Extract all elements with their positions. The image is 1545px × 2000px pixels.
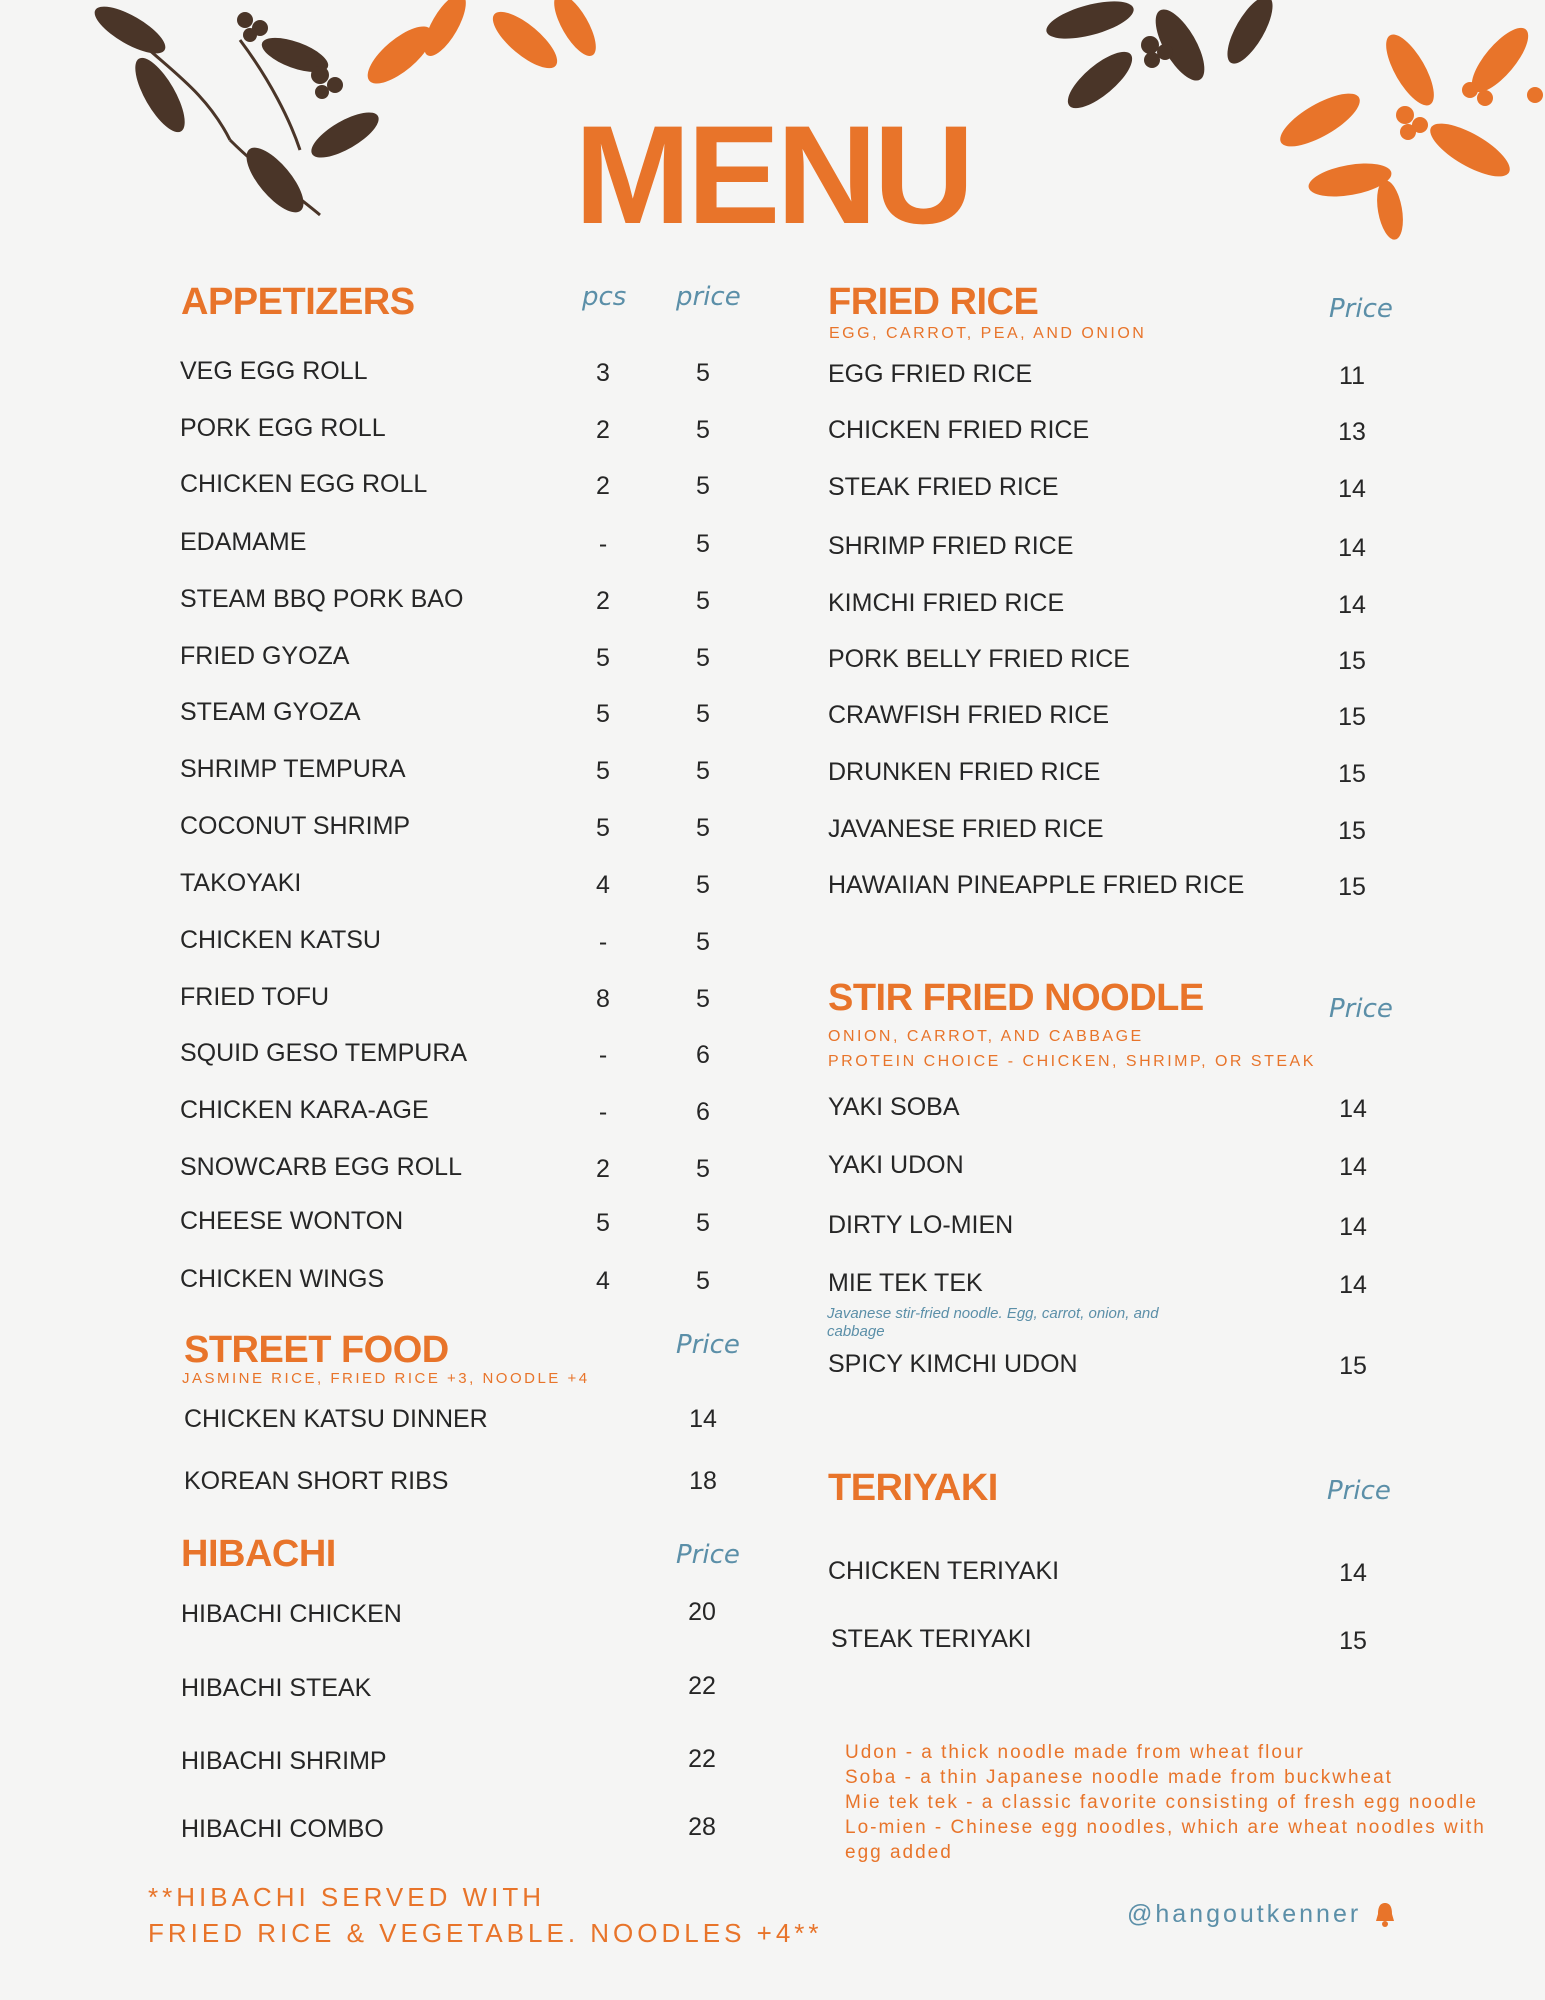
appetizer-price: 5 bbox=[696, 871, 710, 899]
appetizer-pcs: 3 bbox=[596, 359, 610, 387]
noodle-name: DIRTY LO-MIEN bbox=[828, 1211, 1014, 1239]
teriyaki-price: 15 bbox=[1339, 1627, 1367, 1655]
noodle-price: 14 bbox=[1339, 1095, 1367, 1123]
glossary-line: Mie tek tek - a classic favorite consisting of fresh egg noodle bbox=[845, 1792, 1478, 1813]
noodle-name: MIE TEK TEK bbox=[828, 1269, 983, 1297]
fried-rice-name: EGG FRIED RICE bbox=[828, 360, 1033, 388]
social-handle-row[interactable] bbox=[1127, 1900, 1397, 1929]
appetizer-name: TAKOYAKI bbox=[180, 869, 302, 897]
glossary-line: egg added bbox=[845, 1842, 953, 1863]
fried-rice-price: 15 bbox=[1338, 760, 1366, 788]
hibachi-price: 20 bbox=[688, 1598, 716, 1626]
fried-rice-subtitle: EGG, CARROT, PEA, AND ONION bbox=[829, 325, 1147, 342]
fried-rice-name: KIMCHI FRIED RICE bbox=[828, 589, 1065, 617]
noodle-glossary bbox=[845, 1740, 1486, 1865]
appetizer-price: 5 bbox=[696, 530, 710, 558]
hibachi-title: HIBACHI bbox=[181, 1533, 336, 1575]
fried-rice-name: DRUNKEN FRIED RICE bbox=[828, 758, 1101, 786]
bell-icon bbox=[1373, 1901, 1397, 1929]
appetizer-name: STEAM BBQ PORK BAO bbox=[180, 585, 464, 613]
appetizer-name: CHICKEN WINGS bbox=[180, 1265, 385, 1293]
appetizer-name: CHICKEN KATSU bbox=[180, 926, 381, 954]
appetizer-name: PORK EGG ROLL bbox=[180, 414, 386, 442]
street-food-price-header: Price bbox=[676, 1330, 740, 1360]
leaf-decoration-left-orange bbox=[360, 0, 620, 110]
hibachi-name: HIBACHI COMBO bbox=[181, 1815, 384, 1843]
appetizer-pcs: 4 bbox=[596, 1267, 610, 1295]
hibachi-name: HIBACHI STEAK bbox=[181, 1674, 372, 1702]
appetizer-pcs: - bbox=[598, 530, 608, 558]
appetizer-name: CHEESE WONTON bbox=[180, 1207, 404, 1235]
hibachi-name: HIBACHI SHRIMP bbox=[181, 1747, 387, 1775]
fried-rice-name: SHRIMP FRIED RICE bbox=[828, 532, 1074, 560]
mie-tek-tek-note: Javanese stir-fried noodle. Egg, carrot, onion, and cabbage bbox=[827, 1305, 1159, 1340]
noodle-price-header: Price bbox=[1329, 994, 1393, 1024]
appetizer-pcs: 4 bbox=[596, 871, 610, 899]
fried-rice-price: 13 bbox=[1338, 418, 1366, 446]
appetizer-price: 5 bbox=[696, 700, 710, 728]
fried-rice-price: 15 bbox=[1338, 703, 1366, 731]
appetizer-price: 5 bbox=[696, 985, 710, 1013]
fried-rice-name: STEAK FRIED RICE bbox=[828, 473, 1059, 501]
appetizer-pcs: 5 bbox=[596, 644, 610, 672]
hibachi-price: 22 bbox=[688, 1745, 716, 1773]
appetizer-price: 5 bbox=[696, 587, 710, 615]
street-food-price: 14 bbox=[689, 1405, 717, 1433]
appetizer-pcs: 8 bbox=[596, 985, 610, 1013]
appetizer-name: CHICKEN KARA-AGE bbox=[180, 1096, 429, 1124]
hibachi-name: HIBACHI CHICKEN bbox=[181, 1600, 402, 1628]
glossary-line: Lo-mien - Chinese egg noodles, which are wheat noodles with bbox=[845, 1817, 1486, 1838]
street-food-price: 18 bbox=[689, 1467, 717, 1495]
noodle-price: 14 bbox=[1339, 1213, 1367, 1241]
appetizer-name: FRIED TOFU bbox=[180, 983, 330, 1011]
appetizer-name: SQUID GESO TEMPURA bbox=[180, 1039, 468, 1067]
teriyaki-name: STEAK TERIYAKI bbox=[831, 1625, 1032, 1653]
appetizer-name: CHICKEN EGG ROLL bbox=[180, 470, 428, 498]
fried-rice-price: 14 bbox=[1338, 475, 1366, 503]
appetizer-price: 6 bbox=[696, 1041, 710, 1069]
appetizer-price: 6 bbox=[696, 1098, 710, 1126]
appetizer-pcs: 2 bbox=[596, 472, 610, 500]
fried-rice-name: CRAWFISH FRIED RICE bbox=[828, 701, 1110, 729]
noodle-name: YAKI UDON bbox=[828, 1151, 964, 1179]
appetizer-price: 5 bbox=[696, 1267, 710, 1295]
appetizers-pcs-header: pcs bbox=[582, 282, 627, 312]
fried-rice-name: HAWAIIAN PINEAPPLE FRIED RICE bbox=[828, 871, 1245, 899]
teriyaki-title: TERIYAKI bbox=[828, 1467, 998, 1509]
glossary-line: Udon - a thick noodle made from wheat flour bbox=[845, 1742, 1305, 1763]
appetizer-pcs: 5 bbox=[596, 757, 610, 785]
teriyaki-price-header: Price bbox=[1327, 1476, 1391, 1506]
noodle-price: 14 bbox=[1339, 1271, 1367, 1299]
appetizer-price: 5 bbox=[696, 1155, 710, 1183]
noodle-subtitle-1: ONION, CARROT, AND CABBAGE bbox=[828, 1028, 1144, 1045]
hibachi-price-header: Price bbox=[676, 1540, 740, 1570]
teriyaki-name: CHICKEN TERIYAKI bbox=[828, 1557, 1060, 1585]
appetizer-pcs: 5 bbox=[596, 700, 610, 728]
appetizer-price: 5 bbox=[696, 359, 710, 387]
appetizer-pcs: - bbox=[598, 1041, 608, 1069]
noodle-subtitle-2: PROTEIN CHOICE - CHICKEN, SHRIMP, OR STEAK bbox=[828, 1053, 1316, 1070]
noodle-name: YAKI SOBA bbox=[828, 1093, 960, 1121]
appetizers-price-header: price bbox=[676, 282, 741, 312]
appetizer-pcs: - bbox=[598, 928, 608, 956]
fried-rice-price: 11 bbox=[1339, 362, 1365, 390]
fried-rice-name: PORK BELLY FRIED RICE bbox=[828, 645, 1130, 673]
appetizer-pcs: 2 bbox=[596, 1155, 610, 1183]
fried-rice-price: 14 bbox=[1338, 534, 1366, 562]
appetizer-name: VEG EGG ROLL bbox=[180, 357, 368, 385]
appetizer-price: 5 bbox=[696, 1209, 710, 1237]
appetizer-price: 5 bbox=[696, 472, 710, 500]
appetizer-name: FRIED GYOZA bbox=[180, 642, 350, 670]
noodle-price: 14 bbox=[1339, 1153, 1367, 1181]
fried-rice-price: 15 bbox=[1338, 647, 1366, 675]
instagram-handle[interactable]: @hangoutkenner bbox=[1127, 1900, 1362, 1928]
glossary-line: Soba - a thin Japanese noodle made from buckwheat bbox=[845, 1767, 1393, 1788]
appetizer-price: 5 bbox=[696, 814, 710, 842]
appetizer-name: STEAM GYOZA bbox=[180, 698, 361, 726]
appetizer-name: SNOWCARB EGG ROLL bbox=[180, 1153, 462, 1181]
appetizer-name: COCONUT SHRIMP bbox=[180, 812, 411, 840]
fried-rice-name: JAVANESE FRIED RICE bbox=[828, 815, 1104, 843]
fried-rice-price: 15 bbox=[1338, 817, 1366, 845]
appetizer-price: 5 bbox=[696, 928, 710, 956]
appetizer-pcs: 2 bbox=[596, 416, 610, 444]
appetizer-pcs: - bbox=[598, 1098, 608, 1126]
street-food-subtitle: JASMINE RICE, FRIED RICE +3, NOODLE +4 bbox=[182, 1370, 590, 1387]
teriyaki-price: 14 bbox=[1339, 1559, 1367, 1587]
fried-rice-name: CHICKEN FRIED RICE bbox=[828, 416, 1090, 444]
appetizer-name: EDAMAME bbox=[180, 528, 307, 556]
hibachi-footnote-line1: **HIBACHI SERVED WITH bbox=[148, 1882, 546, 1912]
street-food-name: CHICKEN KATSU DINNER bbox=[184, 1405, 488, 1433]
noodle-name: SPICY KIMCHI UDON bbox=[828, 1350, 1078, 1378]
appetizer-price: 5 bbox=[696, 757, 710, 785]
noodle-title: STIR FRIED NOODLE bbox=[828, 977, 1204, 1019]
appetizers-title: APPETIZERS bbox=[181, 281, 415, 323]
street-food-title: STREET FOOD bbox=[184, 1329, 449, 1371]
appetizer-price: 5 bbox=[696, 644, 710, 672]
hibachi-price: 28 bbox=[688, 1813, 716, 1841]
appetizer-pcs: 5 bbox=[596, 1209, 610, 1237]
fried-rice-price-header: Price bbox=[1329, 294, 1393, 324]
appetizer-name: SHRIMP TEMPURA bbox=[180, 755, 406, 783]
appetizer-pcs: 2 bbox=[596, 587, 610, 615]
hibachi-footnote-line2: FRIED RICE & VEGETABLE. NOODLES +4** bbox=[148, 1918, 823, 1948]
fried-rice-price: 14 bbox=[1338, 591, 1366, 619]
appetizer-price: 5 bbox=[696, 416, 710, 444]
noodle-price: 15 bbox=[1339, 1352, 1367, 1380]
menu-title: MENU bbox=[574, 96, 971, 253]
fried-rice-price: 15 bbox=[1338, 873, 1366, 901]
street-food-name: KOREAN SHORT RIBS bbox=[184, 1467, 449, 1495]
appetizer-pcs: 5 bbox=[596, 814, 610, 842]
fried-rice-title: FRIED RICE bbox=[828, 281, 1039, 323]
hibachi-price: 22 bbox=[688, 1672, 716, 1700]
